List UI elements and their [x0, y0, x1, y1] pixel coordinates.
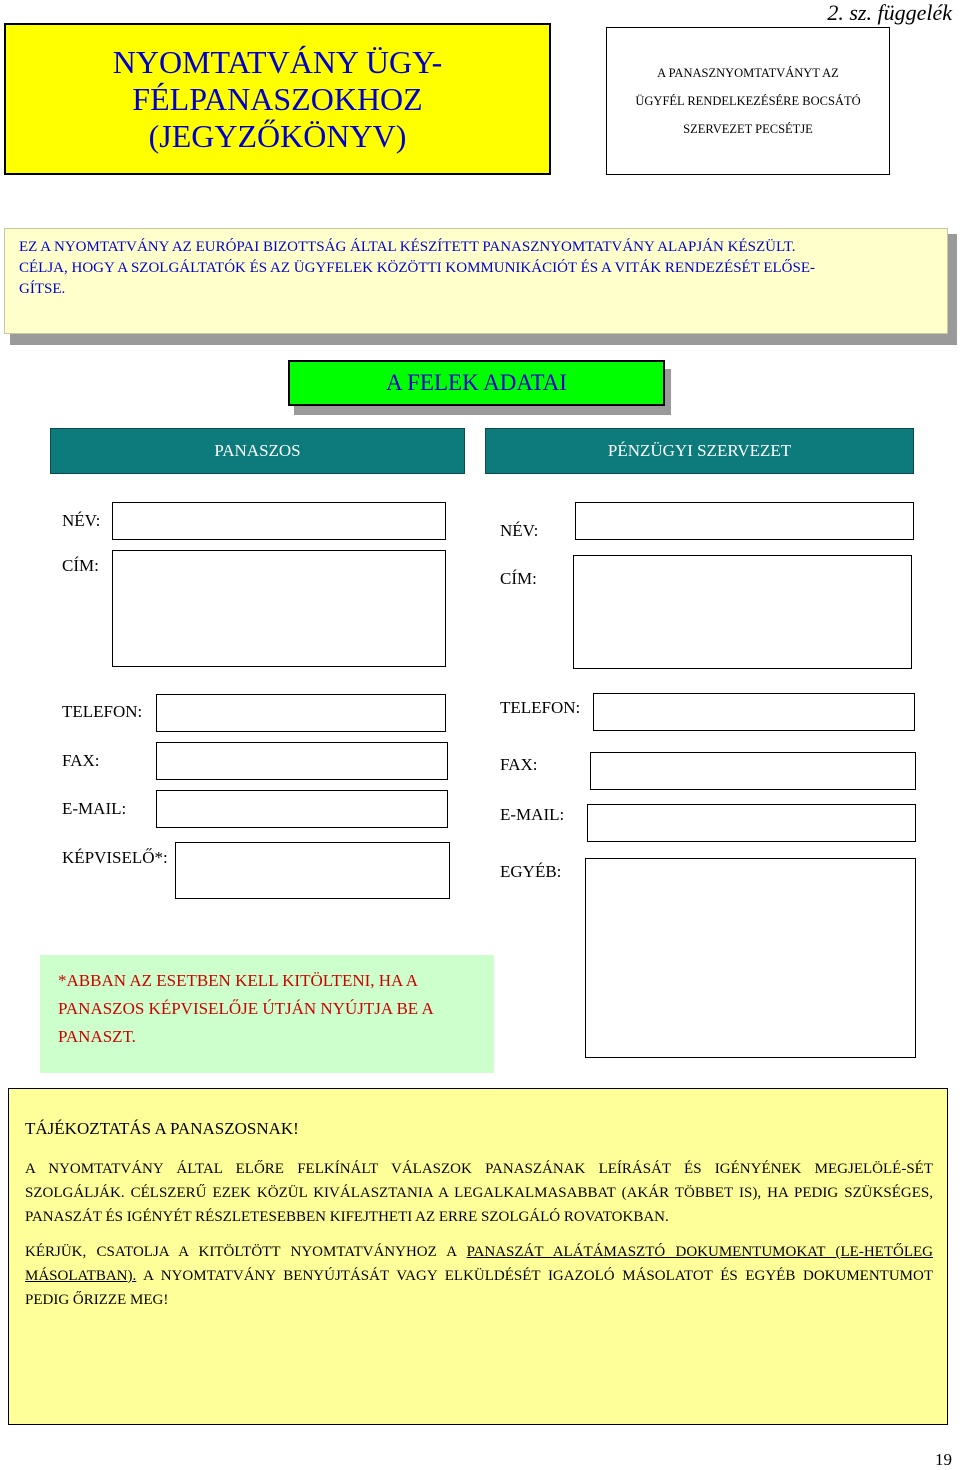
- org-fax-field[interactable]: [590, 752, 916, 790]
- form-title-line: FÉLPANASZOKHOZ: [132, 80, 423, 117]
- complainant-name-field[interactable]: [112, 502, 446, 540]
- complainant-address-field[interactable]: [112, 550, 446, 667]
- complainant-fax-label: FAX:: [62, 751, 100, 770]
- page-number: 19: [935, 1450, 952, 1469]
- form-title-line: (JEGYZŐKÖNYV): [148, 117, 407, 154]
- complainant-header: PANASZOS: [50, 428, 465, 474]
- complainant-phone-label: TELEFON:: [62, 702, 143, 721]
- complainant-address-label: CÍM:: [62, 556, 99, 575]
- intro-line: EZ A NYOMTATVÁNY AZ EURÓPAI BIZOTTSÁG ÁLTAL KÉSZÍTETT PANASZNYOMTATVÁNY ALAPJÁN KÉSZÜLT.: [19, 239, 796, 255]
- org-phone-label: TELEFON:: [500, 698, 581, 717]
- form-title-box: [4, 23, 551, 175]
- complainant-fax-field[interactable]: [156, 742, 448, 780]
- form-title: [113, 44, 443, 155]
- complainant-email-field[interactable]: [156, 790, 448, 828]
- org-phone-field[interactable]: [593, 693, 915, 731]
- intro-line: CÉLJA, HOGY A SZOLGÁLTATÓK ÉS AZ ÜGYFELEK KÖZÖTTI KOMMUNIKÁCIÓT ÉS A VITÁK RENDEZÉSÉT ELŐSE-: [19, 260, 816, 276]
- info-paragraph-attachments: KÉRJÜK, CSATOLJA A KITÖLTÖTT NYOMTATVÁNYHOZ A PANASZÁT ALÁTÁMASZTÓ DOKUMENTUMOKAT (LE-HETŐLEG MÁSOLATBAN). A NYOMTATVÁNY BENYÚJTÁSÁT VAGY ELKÜLDÉSÉT IGAZOLÓ MÁSOLATOT ÉS EGYÉB DOKUMENTUMOT PEDIG ŐRIZZE MEG!: [25, 1244, 933, 1308]
- complainant-info-box: [8, 1088, 948, 1425]
- attachments-emphasis: PANASZÁT ALÁTÁMASZTÓ DOKUMENTUMOKAT (LE-HETŐLEG MÁSOLATBAN).: [25, 1244, 933, 1284]
- complainant-name-label: NÉV:: [62, 511, 101, 530]
- intro-box: [4, 228, 948, 334]
- complainant-phone-field[interactable]: [156, 694, 446, 732]
- stamp-caption-line: SZERVEZET PECSÉTJE: [683, 122, 813, 136]
- form-title-line: NYOMTATVÁNY ÜGY-: [112, 43, 443, 80]
- complainant-representative-field[interactable]: [175, 842, 450, 899]
- organization-stamp-box: [606, 27, 890, 175]
- org-other-field[interactable]: [585, 858, 916, 1058]
- org-fax-label: FAX:: [500, 755, 538, 774]
- financial-org-header: PÉNZÜGYI SZERVEZET: [485, 428, 914, 474]
- org-email-field[interactable]: [587, 804, 916, 842]
- org-email-label: E-MAIL:: [500, 805, 565, 824]
- org-other-label: EGYÉB:: [500, 862, 562, 881]
- stamp-caption-line: ÜGYFÉL RENDELKEZÉSÉRE BOCSÁTÓ: [635, 94, 861, 108]
- org-address-field[interactable]: [573, 555, 912, 669]
- stamp-caption-line: A PANASZNYOMTATVÁNYT AZ: [657, 66, 839, 80]
- org-name-field[interactable]: [575, 502, 914, 540]
- appendix-label: 2. sz. függelék: [827, 0, 952, 25]
- info-title: TÁJÉKOZTATÁS A PANASZOSNAK!: [25, 1119, 299, 1138]
- org-name-label: NÉV:: [500, 521, 539, 540]
- org-address-label: CÍM:: [500, 569, 537, 588]
- representative-footnote: *ABBAN AZ ESETBEN KELL KITÖLTENI, HA A PANASZOS KÉPVISELŐJE ÚTJÁN NYÚJTJA BE A PANASZT.: [40, 955, 494, 1073]
- complainant-representative-label: KÉPVISELŐ*:: [62, 848, 168, 867]
- complainant-email-label: E-MAIL:: [62, 799, 127, 818]
- section-title: A FELEK ADATAI: [288, 360, 665, 406]
- intro-line: GÍTSE.: [19, 281, 66, 297]
- info-paragraph: A NYOMTATVÁNY ÁLTAL ELŐRE FELKÍNÁLT VÁLASZOK PANASZÁNAK LEÍRÁSÁT ÉS IGÉNYÉNEK MEGJELÖLÉ-SÉT SZOLGÁLJÁK. CÉLSZERŰ EZEK KÖZÜL KIVÁLASZTANIA A LEGALKALMASABBAT (AKÁR TÖBBET IS), HA PEDIG SZÜKSÉGES, PANASZÁT ÉS IGÉNYÉT RÉSZLETESEBBEN KIFEJTHETI AZ ERRE SZOLGÁLÓ ROVATOKBAN.: [25, 1161, 933, 1225]
